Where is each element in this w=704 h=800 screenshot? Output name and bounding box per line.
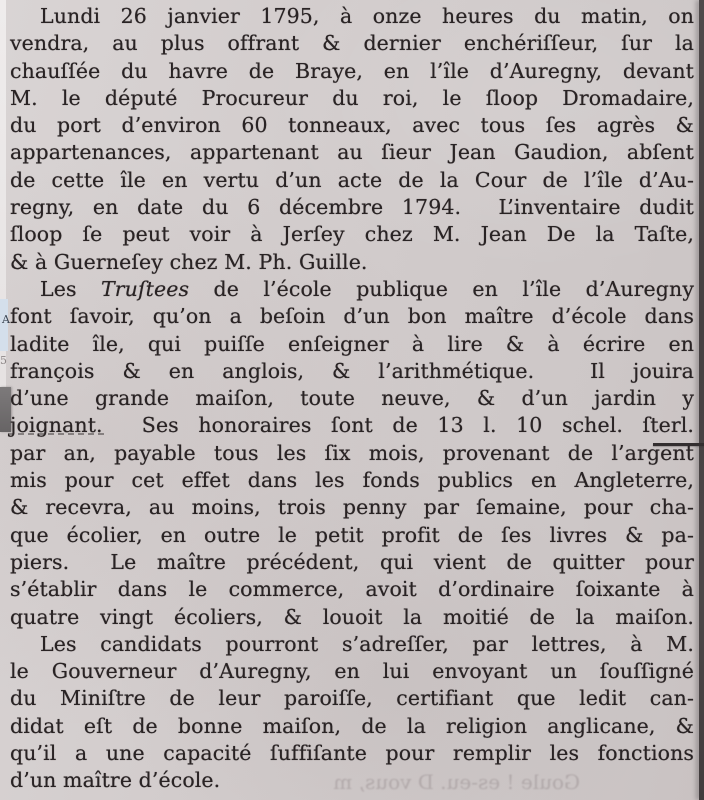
text-segment: & recevra, au moins, trois penny par ſemaine, pour cha- xyxy=(10,495,694,520)
text-line xyxy=(10,631,694,658)
text-segment: joignant. Ses honoraires ſont de 13 l. 10 schel. ſterl. xyxy=(10,413,694,438)
text-segment: que écolier, en outre le petit profit de ſes livres & pa- xyxy=(10,522,694,547)
text-segment: font ſavoir, qu’on a beſoin d’un bon maître d’école dans xyxy=(10,304,694,329)
text-segment: Les candidats pourront s’adreſſer, par lettres, à M. xyxy=(40,631,694,656)
text-segment: Les xyxy=(40,276,101,301)
text-line xyxy=(10,139,694,166)
left-edge-letter-artifact: A xyxy=(2,313,10,326)
text-segment: le Gouverneur d’Auregny, en lui envoyant un ſouſſigné xyxy=(10,659,694,684)
text-line xyxy=(10,85,694,112)
text-segment: d’un maître d’école. xyxy=(10,768,221,793)
text-segment: du Miniſtre de leur paroiſſe, certifiant que ledit can- xyxy=(10,686,694,711)
text-segment: regny, en date du 6 décembre 1794. L’inventaire dudit xyxy=(10,195,694,220)
text-segment: françois & en anglois, & l’arithmétique. Il jouira xyxy=(10,358,694,383)
text-line xyxy=(10,249,694,276)
text-line xyxy=(10,494,694,521)
text-segment: piers. Le maître précédent, qui vient de quitter pour xyxy=(10,549,694,574)
text-segment: s’établir dans le commerce, avoit d’ordinaire ſoixante à xyxy=(10,577,694,602)
text-line xyxy=(10,358,694,385)
italic-text-segment: Truſtees xyxy=(100,276,190,301)
text-segment: quatre vingt écoliers, & louoit la moitié de la maiſon. xyxy=(10,604,694,629)
text-segment: mis pour cet effet dans les fonds publics en Angleterre, xyxy=(10,468,694,493)
text-segment: appartenances, appartenant au ſieur Jean Gaudion, abſent xyxy=(10,140,694,165)
text-segment: & à Guerneſey chez M. Ph. Guille. xyxy=(10,249,368,274)
text-segment: qu’il a une capacité ſuffiſante pour remplir les fonctions xyxy=(10,741,694,766)
text-line xyxy=(10,331,694,358)
text-line xyxy=(10,740,694,767)
text-line xyxy=(10,303,694,330)
text-line xyxy=(10,412,694,439)
text-line xyxy=(10,194,694,221)
text-line xyxy=(10,549,694,576)
text-line xyxy=(10,713,694,740)
text-line xyxy=(10,58,694,85)
text-line xyxy=(10,112,694,139)
text-line xyxy=(10,576,694,603)
text-segment: M. le député Procureur du roi, le ſloop Dromadaire, xyxy=(10,85,694,110)
text-line xyxy=(10,385,694,412)
text-line xyxy=(10,467,694,494)
text-line xyxy=(10,440,694,467)
text-segment: ladite île, qui puiſſe enſeigner à lire & à écrire en xyxy=(10,331,694,356)
showthrough-text: Goule ! es-eu. D vous, m xyxy=(333,770,580,794)
text-line xyxy=(10,604,694,631)
text-segment: chauſſée du havre de Braye, en l’île d’Auregny, devant xyxy=(10,58,694,83)
text-segment: ſloop ſe peut voir à Jerſey chez M. Jean De la Taſte, xyxy=(10,222,694,247)
right-scan-edge-strip xyxy=(699,0,704,800)
text-line xyxy=(10,3,694,30)
text-line xyxy=(10,685,694,712)
text-segment: didat eſt de bonne maiſon, de la religion anglicane, & xyxy=(10,713,694,738)
text-segment: de l’école publique en l’île d’Auregny xyxy=(189,276,694,301)
text-segment: par an, payable tous les ſix mois, provenant de l’argent xyxy=(10,440,694,465)
text-segment: du port d’environ 60 tonneaux, avec tous ſes agrès & xyxy=(10,113,694,138)
text-segment: d’une grande maiſon, toute neuve, & d’un jardin y xyxy=(10,386,694,411)
article-text xyxy=(10,3,694,795)
text-line xyxy=(10,30,694,57)
text-line xyxy=(10,276,694,303)
text-segment: Lundi 26 janvier 1795, à onze heures du matin, on xyxy=(40,4,694,28)
text-line xyxy=(10,221,694,248)
text-segment: de cette île en vertu d’un acte de la Cour de l’île d’Au- xyxy=(10,167,694,192)
text-line xyxy=(10,522,694,549)
text-segment: vendra, au plus offrant & dernier enchériſſeur, ſur la xyxy=(10,31,694,56)
text-line xyxy=(10,658,694,685)
text-line xyxy=(10,167,694,194)
left-edge-digit-artifact: 5 xyxy=(0,354,7,367)
